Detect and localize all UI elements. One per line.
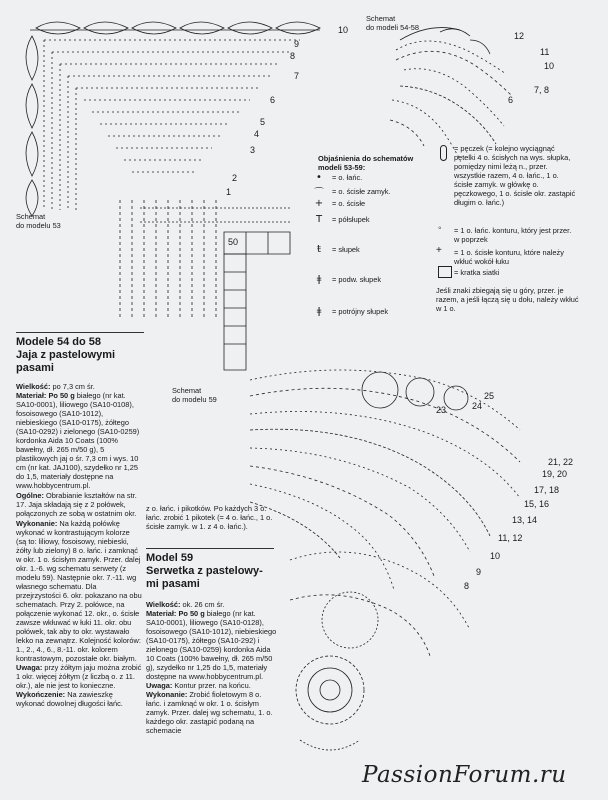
row-number: 7	[294, 71, 300, 81]
row-number: 10	[490, 551, 501, 561]
row-number: 11, 12	[498, 533, 523, 543]
diagram-59	[250, 370, 523, 750]
outline-chain-icon: ◦	[438, 223, 442, 234]
row-number: 21, 22	[548, 457, 574, 467]
chain-icon: •	[316, 172, 322, 183]
row-number: 2	[232, 173, 238, 183]
article-59-title: Model 59 Serwetka z pastelowy- mi pasami	[146, 552, 263, 590]
double-crochet-icon: ŧ	[317, 244, 321, 255]
row-number: 7, 8	[534, 85, 550, 95]
triple-treble-icon: ǂ	[316, 306, 322, 317]
legend-note: Jeśli znaki zbiegają się u góry, przer. je razem, a jeśli łączą się u dołu, należy wkłuć w 1 o.	[436, 286, 579, 313]
legend-title: Objaśnienia do schematów modeli 53-59:	[318, 154, 414, 172]
legend-outline-chain: = 1 o. łańc. konturu, który jest przer. w poprzek	[454, 226, 572, 244]
article-54-58-continued: z o. łańc. i pikotków. Po każdych 3 o. łańc. zrobić 1 pikotek (= 4 o. łańc., 1 o. ścisłe zamyk. w 1. z 4 o. łańc.).	[146, 504, 273, 531]
row-number: 3	[250, 145, 256, 155]
treble-crochet-icon: ǂ	[316, 274, 322, 285]
watermark: PassionForum.ru	[362, 762, 567, 788]
article-59-body: Wielkość: ok. 26 cm śr. Materiał: Po 50 g białego (nr kat. SA10-0001), liliowego (SA10-0128), fosoisowego (SA10-1012), niebieskiego (SA10-0175), żółtego (SA10-292) i zielonego (SA10-0259) kordonka Aida 10 Coats (100% bawełny, dł. 265 m/50 g), szydełko nr 1,25 do 1,5, materiały dostępne na www.hobbycentrum.pl. Uwaga: Kontur przer. na końcu. Wykonanie: Zrobić fioletowym 8 o. łańc. i zamknąć w okr. 1 o. ścisłym zamyk. Przer. dalej wg schematu, 1. o. każdego okr. zastąpić podaną na schemacie	[146, 600, 277, 735]
diagram-53	[26, 22, 320, 370]
legend-outline-sc: = 1 o. ścisłe konturu, które należy wkłuć wokół łuku	[454, 248, 564, 266]
article-54-58-title: Modele 54 do 58 Jaja z pastelowymi pasami	[16, 336, 116, 374]
article-54-58-body: Wielkość: po 7,3 cm śr. Materiał: Po 50 g białego (nr kat. SA10-0001), liliowego (SA10-0108), fosoisowego (SA10-1012), niebieskiego (SA10-0175), żółtego (SA10-0292) i zielonego (SA10-0259) kordonka Aida 10 Coats (100% bawełny, dł. 265 m/50 g), 5 plastikowych jaj o śr. 7,3 cm i wys. 10 cm (nr kat. JAJ100), szydełko nr 1,25 do 1,5, materiały dostępne na www.hobbycentrum.pl. Ogólne: Obrabianie kształtów na str. 17. Jaja składają się z 2 połówek, połączonych ze sobą w ostatnim okr. Wykonanie: Na każdą połówkę wykonać w kontrastującym kolorze (są to: liliowy, fosoisowy, niebieski, żółty lub zielony) 8 o. łańc. i zamknąć w okr. 1 o. ścisłym zamyk. Przer. dalej okr. 1.-6. wg schematu serwety (z modelu 59). Następnie okr. 7.-11. wg własnego schematu. Dla przejrzystości 6. okr. pokazano na obu schematach. Przy 2. połówce, na połączenie wykonać 12. okr., o. ścisłe zawsze wkłuwać w łuki 11. okr. obu połówek, tak aby to okr. wystawało lekko na zewnątrz. Kolejność kolorów: 1., 2., 4., 6., 8.-11. okr. kolorem kontrastowym, pozostałe okr. białym. Uwaga: przy żółtym jaju można zrobić 1 okr. więcej żółtym (z liczbą o. z 11. okr.), ale nie jest to konieczne. Wykończenie: Na zawieszkę wykonać dowolnej długości łańc.	[16, 382, 142, 708]
legend-row: ŧ = słupek	[312, 244, 360, 255]
row-number: 8	[290, 51, 296, 61]
legend-row: ǂ = podw. słupek	[312, 274, 381, 285]
row-number: 13, 14	[512, 515, 538, 525]
diagram-59-caption: Schemat do modelu 59	[172, 386, 217, 404]
divider	[146, 548, 274, 549]
row-number: 10	[544, 61, 555, 71]
diagram-54-58-caption: Schemat do modeli 54-58	[366, 14, 420, 32]
diagram-53-caption: Schemat do modelu 53	[16, 212, 61, 230]
row-number: 5	[260, 117, 266, 127]
row-number: 25	[484, 391, 495, 401]
row-number: 4	[254, 129, 260, 139]
puff-stitch-icon	[440, 145, 447, 161]
grid-label: 50	[228, 237, 239, 247]
legend-row: ǂ = potrójny słupek	[312, 306, 388, 317]
outline-sc-icon: +	[436, 245, 442, 256]
row-number: 24	[472, 401, 483, 411]
legend-row: T = półsłupek	[312, 214, 370, 225]
row-number: 6	[270, 95, 276, 105]
row-number: 11	[540, 47, 550, 57]
row-number: 10	[338, 25, 349, 35]
row-number: 23	[436, 405, 447, 415]
legend-row: • = o. łańc.	[312, 172, 362, 183]
grid-cell-icon	[438, 266, 452, 278]
single-crochet-icon: +	[314, 198, 324, 209]
legend-row: ⌒ = o. ścisłe zamyk.	[312, 184, 391, 199]
row-number: 1	[226, 187, 232, 197]
row-number: 9	[476, 567, 482, 577]
row-number: 6	[508, 95, 514, 105]
row-number: 12	[514, 31, 525, 41]
row-number: 17, 18	[534, 485, 560, 495]
legend-row: + = o. ścisłe	[312, 198, 365, 209]
row-number: 8	[464, 581, 470, 591]
legend-grid-cell: = kratka siatki	[454, 268, 500, 277]
divider	[16, 332, 144, 333]
diagram-54-58	[390, 28, 512, 160]
row-number: 19, 20	[542, 469, 568, 479]
half-double-icon: T	[315, 214, 323, 225]
row-number: 15, 16	[524, 499, 550, 509]
slip-stitch-icon: ⌒	[314, 188, 324, 199]
row-number: 9	[294, 39, 300, 49]
legend-puff-text: = pęczek (= kolejno wyciągnąć pętelki 4 o. ścisłych na wys. słupka, pomiędzy nimi leżą n., przer. wszystkie razem, 4 o. łańc., 1 o. ścisłe zamyk. w główkę o. pęczkowego, 1 o. ścisłe okr. zastąpić długim o. łańc.)	[454, 144, 576, 207]
